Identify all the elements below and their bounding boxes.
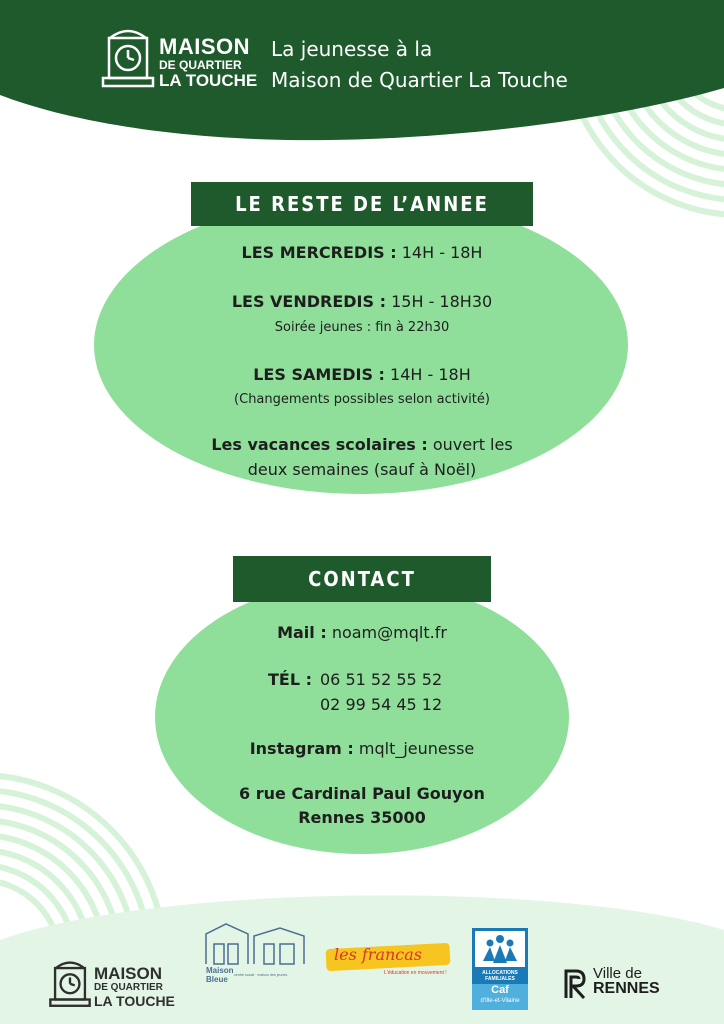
rennes-r-icon [562, 967, 588, 999]
house-outline-icon [204, 922, 308, 966]
samedis-hours: 14H - 18H [384, 365, 471, 384]
samedis-note: (Changements possibles selon activité) [234, 392, 490, 407]
vacances-row [0, 434, 724, 456]
instagram-label: Instagram : [249, 739, 354, 758]
caf-line1: ALLOCATIONS [482, 970, 518, 976]
maison-bleue-tagline: centre social · maison des jeunes [234, 973, 288, 977]
logo-wordmark [159, 36, 257, 89]
logo-line3: LA TOUCHE [159, 71, 258, 90]
instagram-value[interactable]: mqlt_jeunesse [353, 739, 475, 758]
footer-logo-line3: LA TOUCHE [94, 993, 175, 1009]
title-line1: La jeunesse à la [271, 37, 433, 61]
vendredis-label: LES VENDREDIS : [231, 292, 386, 311]
footer-logo-wordmark [94, 965, 175, 1008]
caf-emblem-box [475, 931, 525, 967]
maison-bleue-logo [204, 922, 308, 988]
header-logo [100, 24, 262, 92]
footer-logo-mqlt [48, 957, 178, 1009]
page-title [271, 34, 568, 96]
caf-family-icon [475, 931, 525, 967]
logo-line2: DE QUARTIER [159, 58, 242, 72]
title-line2: Maison de Quartier La Touche [271, 68, 568, 92]
logo-line1: MAISON [159, 34, 250, 59]
francas-tagline: L'éducation en mouvement ! [384, 970, 447, 976]
mail-label: Mail : [277, 623, 327, 642]
rennes-line2: RENNES [593, 980, 660, 997]
vendredis-note: Soirée jeunes : fin à 22h30 [274, 320, 450, 335]
caf-line4: d'Ille-et-Vilaine [480, 998, 520, 1004]
caf-line3: Caf [491, 984, 509, 996]
mercredis-label: LES MERCREDIS : [241, 243, 397, 262]
vacances-value-line2: deux semaines (sauf à Noël) [247, 460, 477, 479]
caf-logo [472, 928, 528, 1010]
caf-line2: FAMILIALES [485, 976, 515, 982]
tel-label: TÉL : [268, 670, 313, 689]
maison-bleue-name1: Maison [206, 966, 234, 975]
clock-tower-icon [100, 24, 156, 90]
address-line2: Rennes 35000 [298, 808, 426, 827]
mail-value[interactable]: noam@mqlt.fr [326, 623, 447, 642]
francas-logo [326, 940, 458, 978]
address-line1: 6 rue Cardinal Paul Gouyon [239, 784, 485, 803]
rennes-line1: Ville de [593, 965, 642, 982]
vendredis-hours: 15H - 18H30 [386, 292, 493, 311]
rennes-logo [562, 966, 682, 1000]
vacances-value: ouvert les [427, 435, 513, 454]
contact-heading: CONTACT [233, 556, 491, 602]
mercredis-hours: 14H - 18H [396, 243, 483, 262]
instagram-row [0, 738, 724, 760]
francas-name: les francas [334, 945, 423, 964]
mail-row [0, 622, 724, 644]
samedis-label: LES SAMEDIS : [253, 365, 385, 384]
vendredis-row [0, 291, 724, 313]
vacances-label: Les vacances scolaires : [211, 435, 428, 454]
footer-logo-line2: DE QUARTIER [94, 982, 163, 993]
mercredis-row [0, 242, 724, 264]
clock-tower-icon [48, 957, 92, 1009]
samedis-row [0, 364, 724, 386]
tel-phone2[interactable]: 02 99 54 45 12 [320, 695, 443, 714]
maison-bleue-name2: Bleue [206, 975, 228, 984]
schedule-heading: LE RESTE DE L’ANNEE [191, 182, 533, 226]
tel-phone1[interactable]: 06 51 52 55 52 [320, 670, 443, 689]
footer-logo-line1: MAISON [94, 964, 162, 983]
